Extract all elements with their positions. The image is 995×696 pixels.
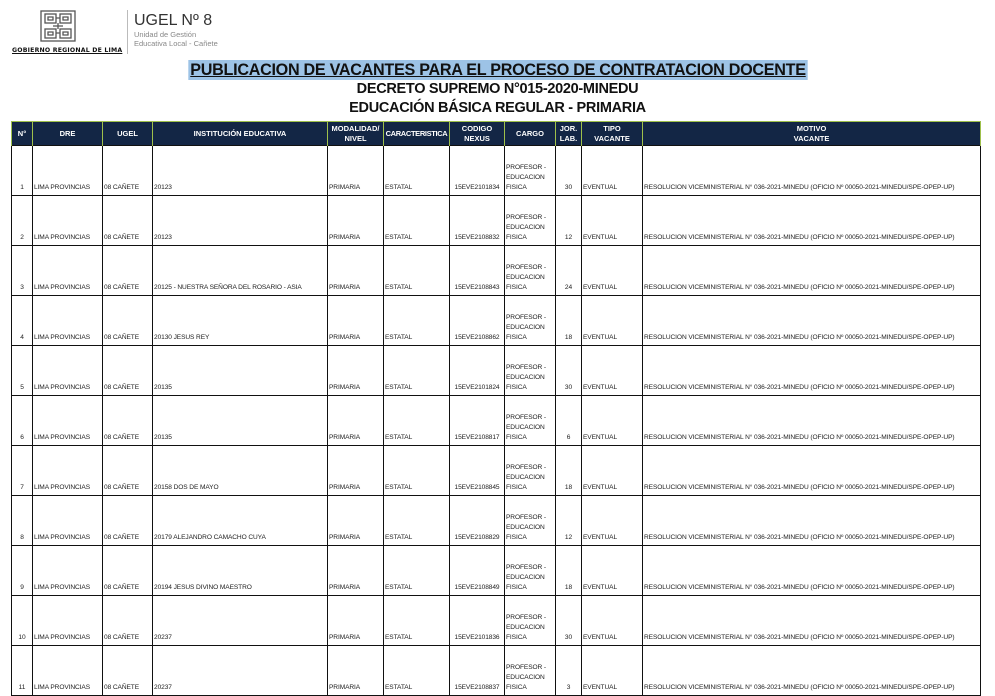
cell-jor: 12 bbox=[556, 196, 582, 246]
document-titles bbox=[0, 60, 995, 118]
cell-codigo: 15EVE2108829 bbox=[450, 496, 505, 546]
cell-codigo: 15EVE2101824 bbox=[450, 346, 505, 396]
cargo-line: PROFESOR - bbox=[506, 664, 547, 671]
table-row[interactable] bbox=[12, 396, 981, 446]
cell-ugel: 08 CAÑETE bbox=[103, 196, 153, 246]
cell-jor: 30 bbox=[556, 596, 582, 646]
cargo-line: FISICA bbox=[506, 434, 527, 441]
cell-motivo: RESOLUCION VICEMINISTERIAL N° 036-2021-MINEDU (OFICIO Nº 00050-2021-MINEDU/SPE-OPEP-UP) bbox=[643, 346, 981, 396]
cell-ie: 20123 bbox=[153, 146, 328, 196]
cell-modalidad: PRIMARIA bbox=[328, 646, 384, 696]
cell-n: 4 bbox=[12, 296, 33, 346]
cargo-line: EDUCACION bbox=[506, 574, 545, 581]
column-header-line2: VACANTE bbox=[594, 133, 630, 143]
cell-ie: 20194 JESUS DIVINO MAESTRO bbox=[153, 546, 328, 596]
column-header-jor[interactable] bbox=[556, 122, 582, 146]
cell-ie: 20135 bbox=[153, 396, 328, 446]
column-header-ie[interactable] bbox=[153, 122, 328, 146]
cell-ugel: 08 CAÑETE bbox=[103, 546, 153, 596]
cell-tipo: EVENTUAL bbox=[582, 546, 643, 596]
column-header-line2: VACANTE bbox=[793, 133, 830, 143]
column-header-line1: CARGO bbox=[516, 128, 544, 138]
table-row[interactable] bbox=[12, 146, 981, 196]
cell-jor: 24 bbox=[556, 246, 582, 296]
cell-dre: LIMA PROVINCIAS bbox=[33, 296, 103, 346]
cell-tipo: EVENTUAL bbox=[582, 246, 643, 296]
column-header-caracteristica[interactable] bbox=[384, 122, 450, 146]
header-divider bbox=[127, 10, 128, 54]
column-header-codigo[interactable] bbox=[450, 122, 505, 146]
column-header-line1: JOR. bbox=[559, 123, 578, 133]
cell-cargo bbox=[505, 246, 556, 296]
cell-ie: 20179 ALEJANDRO CAMACHO CUYA bbox=[153, 496, 328, 546]
column-header-line1: MOTIVO bbox=[796, 123, 827, 133]
cell-caracteristica: ESTATAL bbox=[384, 296, 450, 346]
cell-codigo: 15EVE2108832 bbox=[450, 196, 505, 246]
cell-caracteristica: ESTATAL bbox=[384, 396, 450, 446]
cell-caracteristica: ESTATAL bbox=[384, 196, 450, 246]
cargo-line: FISICA bbox=[506, 284, 527, 291]
cell-cargo bbox=[505, 196, 556, 246]
gobierno-regional-logo bbox=[12, 8, 124, 54]
cell-codigo: 15EVE2108843 bbox=[450, 246, 505, 296]
cell-ugel: 08 CAÑETE bbox=[103, 296, 153, 346]
level-title: EDUCACIÓN BÁSICA REGULAR - PRIMARIA bbox=[349, 100, 646, 116]
cell-tipo: EVENTUAL bbox=[582, 596, 643, 646]
cell-caracteristica: ESTATAL bbox=[384, 646, 450, 696]
cargo-line: PROFESOR - bbox=[506, 314, 547, 321]
cell-ugel: 08 CAÑETE bbox=[103, 446, 153, 496]
cell-ie: 20130 JESUS REY bbox=[153, 296, 328, 346]
cargo-line: EDUCACION bbox=[506, 374, 545, 381]
cell-n: 10 bbox=[12, 596, 33, 646]
cell-cargo bbox=[505, 146, 556, 196]
cargo-line: PROFESOR - bbox=[506, 414, 547, 421]
table-row[interactable] bbox=[12, 246, 981, 296]
cell-codigo: 15EVE2108862 bbox=[450, 296, 505, 346]
cell-jor: 3 bbox=[556, 646, 582, 696]
cell-modalidad: PRIMARIA bbox=[328, 346, 384, 396]
cell-cargo bbox=[505, 546, 556, 596]
cell-codigo: 15EVE2101834 bbox=[450, 146, 505, 196]
cell-motivo: RESOLUCION VICEMINISTERIAL N° 036-2021-MINEDU (OFICIO Nº 00050-2021-MINEDU/SPE-OPEP-UP) bbox=[643, 546, 981, 596]
cell-motivo: RESOLUCION VICEMINISTERIAL N° 036-2021-MINEDU (OFICIO Nº 00050-2021-MINEDU/SPE-OPEP-UP) bbox=[643, 596, 981, 646]
cell-ugel: 08 CAÑETE bbox=[103, 596, 153, 646]
column-header-dre[interactable] bbox=[33, 122, 103, 146]
cell-ugel: 08 CAÑETE bbox=[103, 246, 153, 296]
cell-tipo: EVENTUAL bbox=[582, 646, 643, 696]
cell-dre: LIMA PROVINCIAS bbox=[33, 396, 103, 446]
table-row[interactable] bbox=[12, 496, 981, 546]
cell-motivo: RESOLUCION VICEMINISTERIAL N° 036-2021-MINEDU (OFICIO Nº 00050-2021-MINEDU/SPE-OPEP-UP) bbox=[643, 396, 981, 446]
cell-ie: 20135 bbox=[153, 346, 328, 396]
cell-jor: 18 bbox=[556, 296, 582, 346]
cell-cargo bbox=[505, 646, 556, 696]
column-header-ugel[interactable] bbox=[103, 122, 153, 146]
main-title: PUBLICACION DE VACANTES PARA EL PROCESO DE CONTRATACION DOCENTE bbox=[189, 61, 806, 79]
column-header-line2: NEXUS bbox=[464, 133, 490, 143]
cell-n: 9 bbox=[12, 546, 33, 596]
column-header-line1: CODIGO bbox=[461, 123, 493, 133]
cargo-line: PROFESOR - bbox=[506, 514, 547, 521]
cell-dre: LIMA PROVINCIAS bbox=[33, 346, 103, 396]
cell-dre: LIMA PROVINCIAS bbox=[33, 246, 103, 296]
cell-tipo: EVENTUAL bbox=[582, 196, 643, 246]
cell-cargo bbox=[505, 346, 556, 396]
cargo-line: PROFESOR - bbox=[506, 264, 547, 271]
cell-caracteristica: ESTATAL bbox=[384, 246, 450, 296]
cell-dre: LIMA PROVINCIAS bbox=[33, 646, 103, 696]
cargo-line: PROFESOR - bbox=[506, 464, 547, 471]
cell-n: 7 bbox=[12, 446, 33, 496]
cell-tipo: EVENTUAL bbox=[582, 496, 643, 546]
column-header-tipo[interactable] bbox=[582, 122, 643, 146]
cell-modalidad: PRIMARIA bbox=[328, 246, 384, 296]
cell-jor: 18 bbox=[556, 546, 582, 596]
cell-cargo bbox=[505, 496, 556, 546]
cell-codigo: 15EVE2108837 bbox=[450, 646, 505, 696]
cell-tipo: EVENTUAL bbox=[582, 446, 643, 496]
cell-cargo bbox=[505, 446, 556, 496]
cell-dre: LIMA PROVINCIAS bbox=[33, 496, 103, 546]
cell-dre: LIMA PROVINCIAS bbox=[33, 196, 103, 246]
table-row[interactable] bbox=[12, 296, 981, 346]
cell-ugel: 08 CAÑETE bbox=[103, 146, 153, 196]
cell-motivo: RESOLUCION VICEMINISTERIAL N° 036-2021-MINEDU (OFICIO Nº 00050-2021-MINEDU/SPE-OPEP-UP) bbox=[643, 646, 981, 696]
table-row[interactable] bbox=[12, 346, 981, 396]
cell-motivo: RESOLUCION VICEMINISTERIAL N° 036-2021-MINEDU (OFICIO Nº 00050-2021-MINEDU/SPE-OPEP-UP) bbox=[643, 446, 981, 496]
cargo-line: EDUCACION bbox=[506, 474, 545, 481]
column-header-modalidad[interactable] bbox=[328, 122, 384, 146]
cell-dre: LIMA PROVINCIAS bbox=[33, 146, 103, 196]
cell-ie: 20158 DOS DE MAYO bbox=[153, 446, 328, 496]
column-header-line1: DRE bbox=[59, 128, 76, 138]
cell-jor: 6 bbox=[556, 396, 582, 446]
cell-motivo: RESOLUCION VICEMINISTERIAL N° 036-2021-MINEDU (OFICIO Nº 00050-2021-MINEDU/SPE-OPEP-UP) bbox=[643, 246, 981, 296]
cell-n: 8 bbox=[12, 496, 33, 546]
cell-codigo: 15EVE2108817 bbox=[450, 396, 505, 446]
cell-motivo: RESOLUCION VICEMINISTERIAL N° 036-2021-MINEDU (OFICIO Nº 00050-2021-MINEDU/SPE-OPEP-UP) bbox=[643, 196, 981, 246]
cell-tipo: EVENTUAL bbox=[582, 346, 643, 396]
cargo-line: FISICA bbox=[506, 384, 527, 391]
cargo-line: FISICA bbox=[506, 484, 527, 491]
column-header-motivo[interactable] bbox=[643, 122, 981, 146]
cell-ugel: 08 CAÑETE bbox=[103, 646, 153, 696]
column-header-line1: CARACTERISTICA bbox=[385, 128, 448, 138]
cargo-line: PROFESOR - bbox=[506, 164, 547, 171]
table-row[interactable] bbox=[12, 596, 981, 646]
table-row[interactable] bbox=[12, 196, 981, 246]
cell-ugel: 08 CAÑETE bbox=[103, 346, 153, 396]
cargo-line: PROFESOR - bbox=[506, 214, 547, 221]
column-header-line1: UGEL bbox=[117, 128, 138, 138]
cell-motivo: RESOLUCION VICEMINISTERIAL N° 036-2021-MINEDU (OFICIO Nº 00050-2021-MINEDU/SPE-OPEP-UP) bbox=[643, 496, 981, 546]
cell-cargo bbox=[505, 596, 556, 646]
cargo-line: EDUCACION bbox=[506, 674, 545, 681]
cell-n: 6 bbox=[12, 396, 33, 446]
cell-n: 5 bbox=[12, 346, 33, 396]
cell-codigo: 15EVE2108845 bbox=[450, 446, 505, 496]
cell-modalidad: PRIMARIA bbox=[328, 596, 384, 646]
table-header-row bbox=[12, 122, 981, 146]
cell-tipo: EVENTUAL bbox=[582, 396, 643, 446]
decree-title: DECRETO SUPREMO N°015-2020-MINEDU bbox=[356, 81, 639, 97]
cell-caracteristica: ESTATAL bbox=[384, 496, 450, 546]
column-header-line2: NIVEL bbox=[344, 133, 367, 143]
cell-modalidad: PRIMARIA bbox=[328, 196, 384, 246]
cargo-line: FISICA bbox=[506, 534, 527, 541]
cell-n: 2 bbox=[12, 196, 33, 246]
column-header-line2: LAB. bbox=[559, 133, 578, 143]
cell-caracteristica: ESTATAL bbox=[384, 546, 450, 596]
cargo-line: FISICA bbox=[506, 334, 527, 341]
cargo-line: FISICA bbox=[506, 584, 527, 591]
cargo-line: FISICA bbox=[506, 684, 527, 691]
ugel-subtitle-line2: Educativa Local - Cañete bbox=[134, 39, 218, 48]
cargo-line: EDUCACION bbox=[506, 274, 545, 281]
cell-ugel: 08 CAÑETE bbox=[103, 396, 153, 446]
cell-dre: LIMA PROVINCIAS bbox=[33, 446, 103, 496]
cell-modalidad: PRIMARIA bbox=[328, 146, 384, 196]
cargo-line: FISICA bbox=[506, 184, 527, 191]
cargo-line: EDUCACION bbox=[506, 524, 545, 531]
column-header-n[interactable] bbox=[12, 122, 33, 146]
cell-motivo: RESOLUCION VICEMINISTERIAL N° 036-2021-MINEDU (OFICIO Nº 00050-2021-MINEDU/SPE-OPEP-UP) bbox=[643, 296, 981, 346]
cell-caracteristica: ESTATAL bbox=[384, 346, 450, 396]
ugel-title: UGEL Nº 8 bbox=[134, 12, 213, 29]
cell-caracteristica: ESTATAL bbox=[384, 146, 450, 196]
cell-tipo: EVENTUAL bbox=[582, 296, 643, 346]
cargo-line: EDUCACION bbox=[506, 624, 545, 631]
cell-jor: 30 bbox=[556, 346, 582, 396]
cell-caracteristica: ESTATAL bbox=[384, 446, 450, 496]
cargo-line: EDUCACION bbox=[506, 424, 545, 431]
cargo-line: EDUCACION bbox=[506, 324, 545, 331]
cell-codigo: 15EVE2108849 bbox=[450, 546, 505, 596]
column-header-line1: N° bbox=[17, 128, 27, 138]
cell-jor: 18 bbox=[556, 446, 582, 496]
cell-cargo bbox=[505, 396, 556, 446]
logo-caption: GOBIERNO REGIONAL DE LIMA bbox=[12, 47, 123, 54]
cell-codigo: 15EVE2101836 bbox=[450, 596, 505, 646]
cell-tipo: EVENTUAL bbox=[582, 146, 643, 196]
ugel-subtitle-line1: Unidad de Gestión bbox=[134, 30, 197, 39]
cell-dre: LIMA PROVINCIAS bbox=[33, 596, 103, 646]
column-header-line1: MODALIDAD/ bbox=[331, 123, 380, 133]
cell-jor: 30 bbox=[556, 146, 582, 196]
cargo-line: FISICA bbox=[506, 634, 527, 641]
regional-emblem-icon bbox=[39, 10, 77, 42]
vacancies-table bbox=[11, 121, 981, 696]
cell-caracteristica: ESTATAL bbox=[384, 596, 450, 646]
cell-motivo: RESOLUCION VICEMINISTERIAL N° 036-2021-MINEDU (OFICIO Nº 00050-2021-MINEDU/SPE-OPEP-UP) bbox=[643, 146, 981, 196]
cell-n: 3 bbox=[12, 246, 33, 296]
cargo-line: PROFESOR - bbox=[506, 614, 547, 621]
table-row[interactable] bbox=[12, 646, 981, 696]
cell-n: 1 bbox=[12, 146, 33, 196]
cell-modalidad: PRIMARIA bbox=[328, 396, 384, 446]
cargo-line: EDUCACION bbox=[506, 174, 545, 181]
cell-modalidad: PRIMARIA bbox=[328, 496, 384, 546]
cell-modalidad: PRIMARIA bbox=[328, 296, 384, 346]
cell-ie: 20237 bbox=[153, 646, 328, 696]
cargo-line: FISICA bbox=[506, 234, 527, 241]
document-header bbox=[0, 0, 300, 58]
table-row[interactable] bbox=[12, 546, 981, 596]
cargo-line: EDUCACION bbox=[506, 224, 545, 231]
cell-ie: 20237 bbox=[153, 596, 328, 646]
cell-dre: LIMA PROVINCIAS bbox=[33, 546, 103, 596]
table-row[interactable] bbox=[12, 446, 981, 496]
table-body bbox=[12, 146, 981, 696]
cell-ie: 20123 bbox=[153, 196, 328, 246]
cell-modalidad: PRIMARIA bbox=[328, 546, 384, 596]
cargo-line: PROFESOR - bbox=[506, 564, 547, 571]
cell-modalidad: PRIMARIA bbox=[328, 446, 384, 496]
cargo-line: PROFESOR - bbox=[506, 364, 547, 371]
column-header-line1: TIPO bbox=[603, 123, 621, 133]
cell-ie: 20125 - NUESTRA SEÑORA DEL ROSARIO - ASIA bbox=[153, 246, 328, 296]
column-header-line1: INSTITUCIÓN EDUCATIVA bbox=[193, 128, 287, 138]
cell-n: 11 bbox=[12, 646, 33, 696]
cell-cargo bbox=[505, 296, 556, 346]
cell-jor: 12 bbox=[556, 496, 582, 546]
column-header-cargo[interactable] bbox=[505, 122, 556, 146]
cell-ugel: 08 CAÑETE bbox=[103, 496, 153, 546]
